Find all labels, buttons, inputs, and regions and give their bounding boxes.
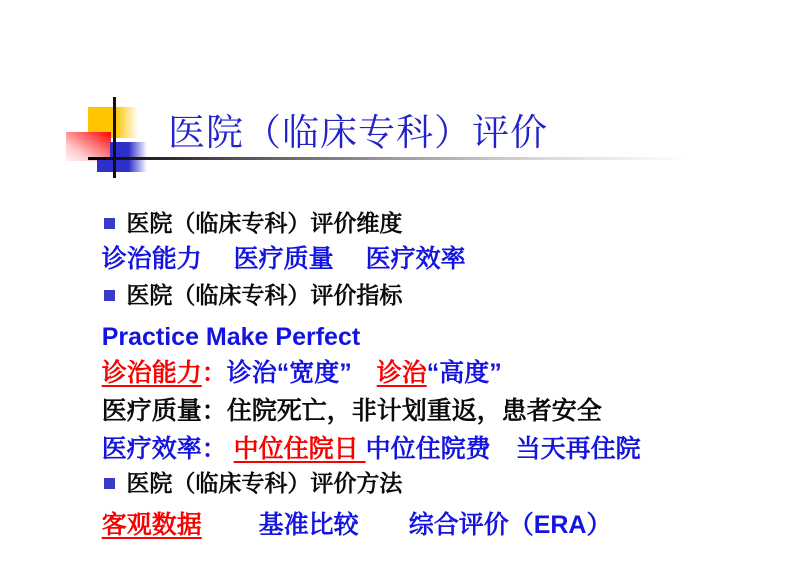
colon: ：	[201, 358, 227, 387]
line-text: 诊治能力 医疗质量 医疗效率	[101, 244, 466, 273]
benchmark-compare: 基准比较	[258, 510, 359, 539]
spacer	[359, 511, 409, 539]
decoration-blue-square-small	[97, 159, 112, 172]
median-stay-highlight: 中位住院日	[233, 434, 366, 463]
efficiency-rest: 中位住院费 当天再住院	[365, 434, 641, 463]
efficiency-term: 医疗效率：	[101, 434, 234, 463]
spacer	[202, 511, 259, 539]
decoration-vertical-line	[113, 97, 116, 178]
line-text: Practice Make Perfect	[101, 322, 361, 351]
capability-term2: 诊治	[376, 358, 427, 387]
capability-height: “高度”	[426, 358, 502, 387]
line-text: 医疗质量：住院死亡，非计划重返，患者安全	[101, 396, 602, 425]
objective-data-highlight: 客观数据	[101, 510, 202, 539]
line-methods	[60, 482, 611, 568]
slide-title: 医院（临床专科）评价	[168, 112, 548, 153]
title-decoration	[0, 0, 793, 200]
era-evaluation: 综合评价（ERA）	[408, 510, 612, 539]
line-text: 医院（临床专科）评价指标	[126, 282, 403, 309]
line-text: 医院（临床专科）评价维度	[126, 210, 403, 237]
capability-breadth: 诊治“宽度”	[226, 358, 352, 387]
capability-term: 诊治能力	[101, 358, 202, 387]
title-underline-rule	[88, 157, 690, 160]
line-text: 医院（临床专科）评价方法	[126, 470, 403, 497]
